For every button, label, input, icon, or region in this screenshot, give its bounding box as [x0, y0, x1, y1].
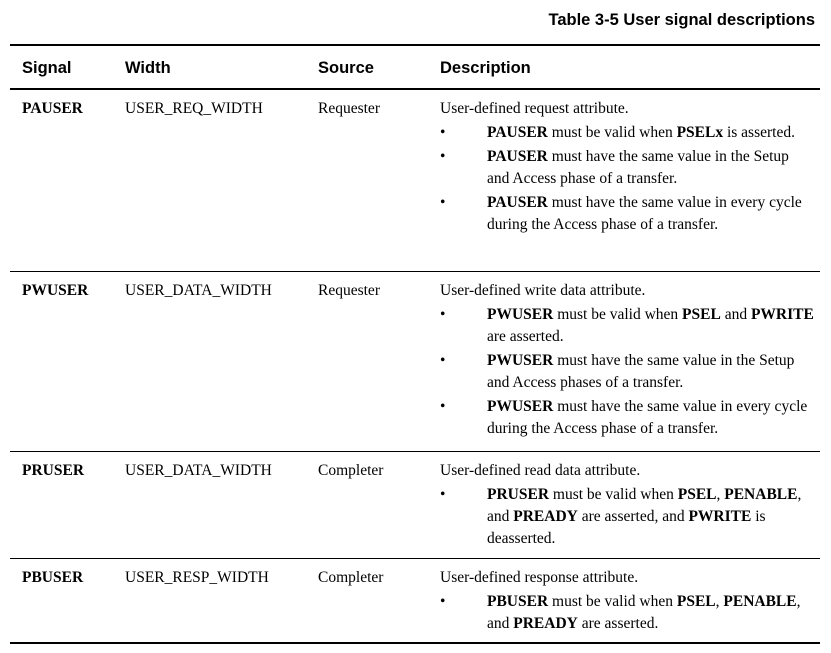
description-intro: User-defined read data attribute.	[440, 462, 641, 479]
signal-source: Requester	[318, 100, 380, 117]
table-row	[10, 559, 820, 642]
description-bullet: • PWUSER must have the same value in the Setup and Access phases of a transfer.	[440, 352, 795, 391]
bullet-icon: •	[440, 352, 446, 369]
description-bullet: • PAUSER must have the same value in the Setup and Access phase of a transfer.	[440, 148, 789, 187]
signal-width: USER_DATA_WIDTH	[125, 282, 272, 299]
table-row	[10, 452, 820, 559]
signal-source: Requester	[318, 282, 380, 299]
description-bullet: • PWUSER must be valid when PSEL and PWRITE are asserted.	[440, 306, 814, 345]
description-bullet: • PBUSER must be valid when PSEL, PENABLE, and PREADY are asserted.	[440, 593, 801, 632]
bullet-icon: •	[440, 398, 446, 415]
table-caption: Table 3-5 User signal descriptions	[548, 11, 815, 29]
description-intro: User-defined request attribute.	[440, 100, 629, 117]
signal-description	[440, 280, 815, 442]
header-source: Source	[318, 59, 374, 77]
signal-width: USER_RESP_WIDTH	[125, 569, 269, 586]
bullet-icon: •	[440, 486, 446, 503]
description-intro: User-defined response attribute.	[440, 569, 639, 586]
signal-name: PBUSER	[22, 569, 84, 586]
description-bullets	[440, 484, 815, 550]
description-bullet: • PAUSER must be valid when PSELx is asserted.	[440, 122, 815, 144]
signal-name: PAUSER	[22, 100, 83, 117]
signal-name: PRUSER	[22, 462, 85, 479]
bullet-icon: •	[440, 148, 446, 165]
description-bullet: • PAUSER must have the same value in every cycle during the Access phase of a transfer.	[440, 194, 802, 233]
user-signal-table	[10, 44, 820, 644]
description-bullets	[440, 591, 815, 635]
table-row	[10, 90, 820, 272]
bullet-icon: •	[440, 593, 446, 610]
signal-description	[440, 567, 815, 637]
signal-description	[440, 98, 815, 238]
table-row	[10, 272, 820, 452]
description-bullet: • PWUSER must have the same value in every cycle during the Access phase of a transfer.	[440, 398, 808, 437]
signal-source: Completer	[318, 569, 384, 586]
signal-description	[440, 460, 815, 552]
bullet-icon: •	[440, 194, 446, 211]
description-bullets	[440, 304, 815, 440]
signal-width: USER_DATA_WIDTH	[125, 462, 272, 479]
header-signal: Signal	[22, 59, 72, 77]
signal-width: USER_REQ_WIDTH	[125, 100, 263, 117]
description-intro: User-defined write data attribute.	[440, 282, 646, 299]
description-bullets	[440, 122, 815, 236]
header-description: Description	[440, 59, 531, 77]
bullet-icon: •	[440, 306, 446, 323]
header-width: Width	[125, 59, 171, 77]
table-header-row	[10, 46, 820, 90]
signal-name: PWUSER	[22, 282, 89, 299]
bullet-icon: •	[440, 124, 446, 141]
description-bullet: • PRUSER must be valid when PSEL, PENABLE, and PREADY are asserted, and PWRITE is deasserted.	[440, 486, 802, 547]
signal-source: Completer	[318, 462, 384, 479]
